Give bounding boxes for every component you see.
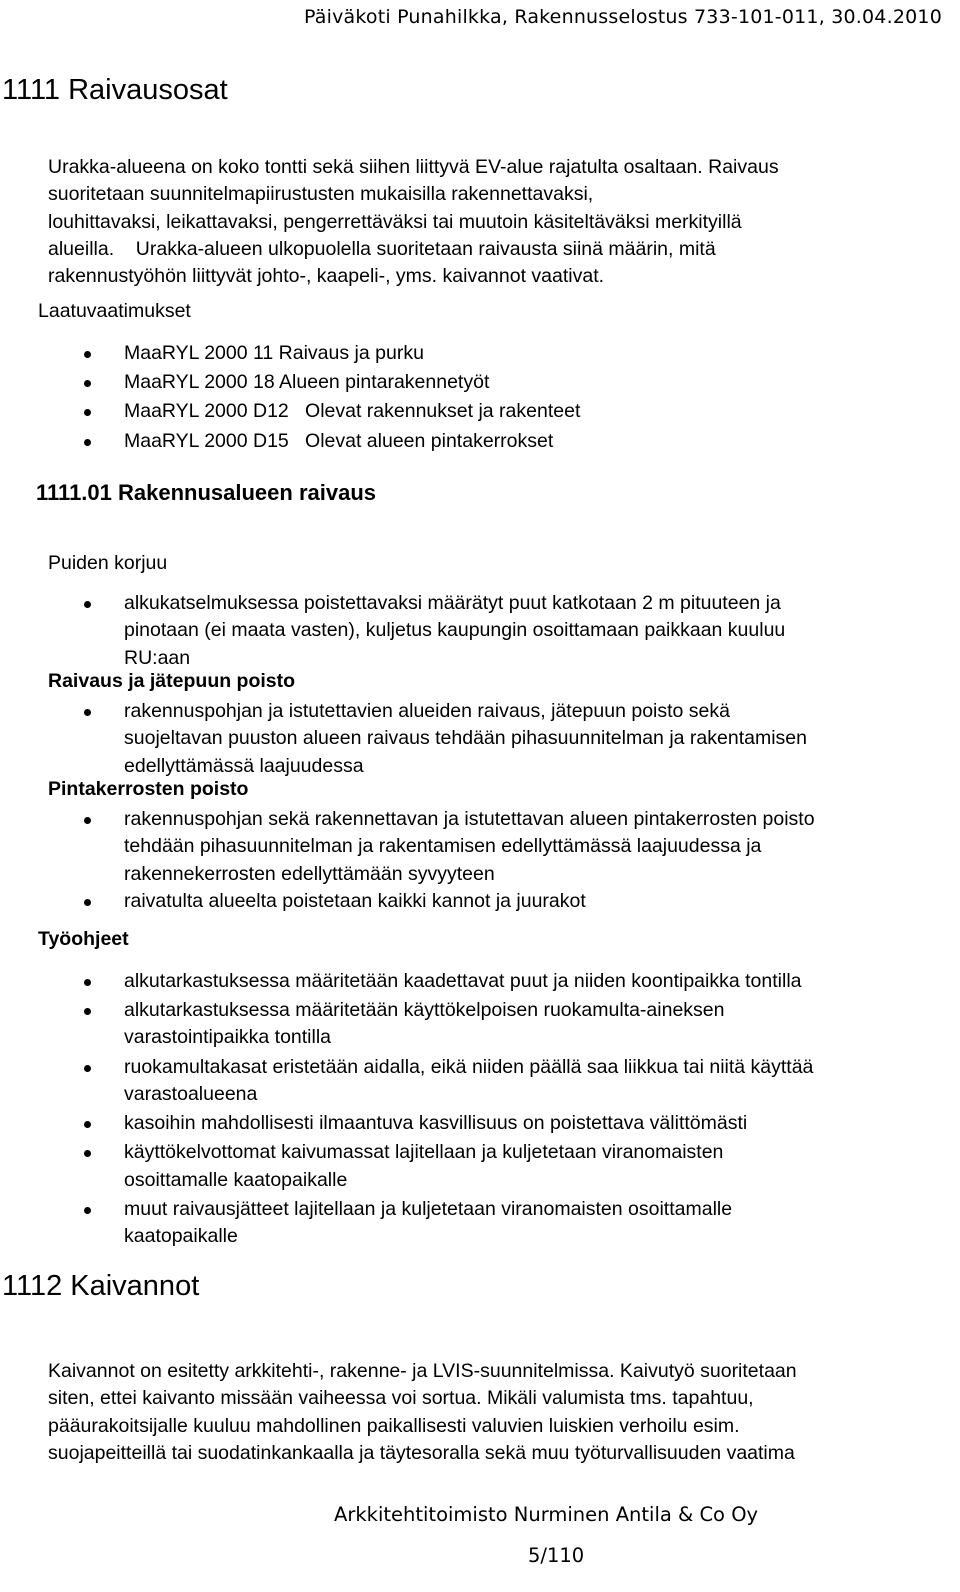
page-header: Päiväkoti Punahilkka, Rakennusselostus 733-101-011, 30.04.2010: [303, 6, 942, 28]
puiden-list: [84, 590, 785, 672]
subsection-title: 1111.01 Rakennusalueen raivaus: [36, 480, 377, 505]
quality-heading: Laatuvaatimukset: [38, 300, 191, 322]
text-line: siten, ettei kaivanto missään vaiheessa voi sortua. Mikäli valumista tms. tapahtuu,: [48, 1387, 754, 1410]
text-line: rakennustyöhön liittyvät johto-, kaapeli-, yms. kaivannot vaativat.: [48, 265, 605, 288]
text-line: Kaivannot on esitetty arkkitehti-, rakenne- ja LVIS-suunnitelmissa. Kaivutyö suoritetaan: [48, 1360, 797, 1382]
bullet-icon: [84, 380, 91, 387]
bullet-icon: [84, 1121, 91, 1128]
bullet-icon: [84, 1150, 91, 1157]
section-title-kaivannot: 1112 Kaivannot: [2, 1270, 200, 1302]
pinta-list: [84, 806, 815, 915]
section-title-raivausosat: 1111 Raivausosat: [2, 74, 228, 106]
bullet-icon: [84, 979, 91, 986]
intro-paragraph: [48, 154, 779, 290]
bullet-icon: [84, 1207, 91, 1214]
bullet-icon: [84, 351, 91, 358]
list-item: alkutarkastuksessa määritetään käyttökelpoisen ruokamulta-aineksen varastointipaikka tontilla: [84, 997, 813, 1052]
bullet-icon: [84, 601, 91, 608]
text-line: Urakka-alueena on koko tontti sekä siihen liittyvä EV-alue rajatulta osaltaan. Raivaus: [48, 156, 779, 178]
bullet-icon: [84, 1065, 91, 1072]
list-item: alkutarkastuksessa määritetään kaadettavat puut ja niiden koontipaikka tontilla: [84, 968, 813, 995]
list-item: MaaRYL 2000 18 Alueen pintarakennetyöt: [84, 369, 580, 396]
heading-pintakerrosten-poisto: Pintakerrosten poisto: [48, 778, 249, 800]
list-item: muut raivausjätteet lajitellaan ja kuljetetaan viranomaisten osoittamalle kaatopaikalle: [84, 1196, 813, 1251]
raivaus-list: [84, 698, 807, 780]
list-item: käyttökelvottomat kaivumassat lajitellaan ja kuljetetaan viranomaisten osoittamalle kaatopaikalle: [84, 1139, 813, 1194]
heading-raivaus: Raivaus ja jätepuun poisto: [48, 670, 296, 692]
list-item: MaaRYL 2000 D12 Olevat rakennukset ja rakenteet: [84, 398, 580, 425]
bullet-icon: [84, 409, 91, 416]
bullet-icon: [84, 709, 91, 716]
bullet-icon: [84, 439, 91, 446]
bullet-icon: [84, 1008, 91, 1015]
quality-list: [84, 340, 580, 457]
list-item: raivatulta alueelta poistetaan kaikki kannot ja juurakot: [84, 888, 815, 915]
text-line: suoritetaan suunnitelmapiirustusten mukaisilla rakennettavaksi,: [48, 183, 594, 206]
heading-tyoohjeet: Työohjeet: [38, 928, 129, 950]
heading-puiden-korjuu: Puiden korjuu: [48, 552, 168, 574]
text-line: alueilla. Urakka-alueen ulkopuolella suoritetaan raivausta siinä määrin, mitä: [48, 237, 716, 260]
bullet-icon: [84, 899, 91, 906]
list-item: MaaRYL 2000 11 Raivaus ja purku: [84, 340, 580, 367]
text-line: pääurakoitsijalle kuuluu mahdollinen paikallisesti valuvien luiskien verhoilu esim.: [48, 1414, 740, 1437]
page-number: 5/110: [528, 1544, 585, 1567]
tyoohjeet-list: [84, 968, 813, 1250]
text-line: suojapeitteillä tai suodatinkankaalla ja täytesoralla sekä muu työturvallisuuden vaatima: [48, 1441, 795, 1464]
kaivannot-paragraph: [48, 1358, 797, 1467]
footer-company: Arkkitehtitoimisto Nurminen Antila & Co Oy: [334, 1503, 759, 1526]
list-item: rakennuspohjan sekä rakennettavan ja istutettavan alueen pintakerrosten poisto tehdään pihasuunnitelman ja rakentamisen edellyttämässä laajuudessa ja rakennekerrosten edellyttämään syvyyteen: [84, 806, 815, 888]
list-item: kasoihin mahdollisesti ilmaantuva kasvillisuus on poistettava välittömästi: [84, 1110, 813, 1137]
text-line: louhittavaksi, leikattavaksi, pengerrettäväksi tai muutoin käsiteltäväksi merkityillä: [48, 210, 742, 233]
list-item: rakennuspohjan ja istutettavien alueiden raivaus, jätepuun poisto sekä suojeltavan puuston alueen raivaus tehdään pihasuunnitelman ja rakentamisen edellyttämässä laajuudessa: [84, 698, 807, 780]
bullet-icon: [84, 817, 91, 824]
list-item: ruokamultakasat eristetään aidalla, eikä niiden päällä saa liikkua tai niitä käyttää varastoalueena: [84, 1054, 813, 1109]
list-item: alkukatselmuksessa poistettavaksi määrätyt puut katkotaan 2 m pituuteen ja pinotaan (ei maata vasten), kuljetus kaupungin osoittamaan paikkaan kuuluu RU:aan: [84, 590, 785, 672]
list-item: MaaRYL 2000 D15 Olevat alueen pintakerrokset: [84, 428, 580, 455]
